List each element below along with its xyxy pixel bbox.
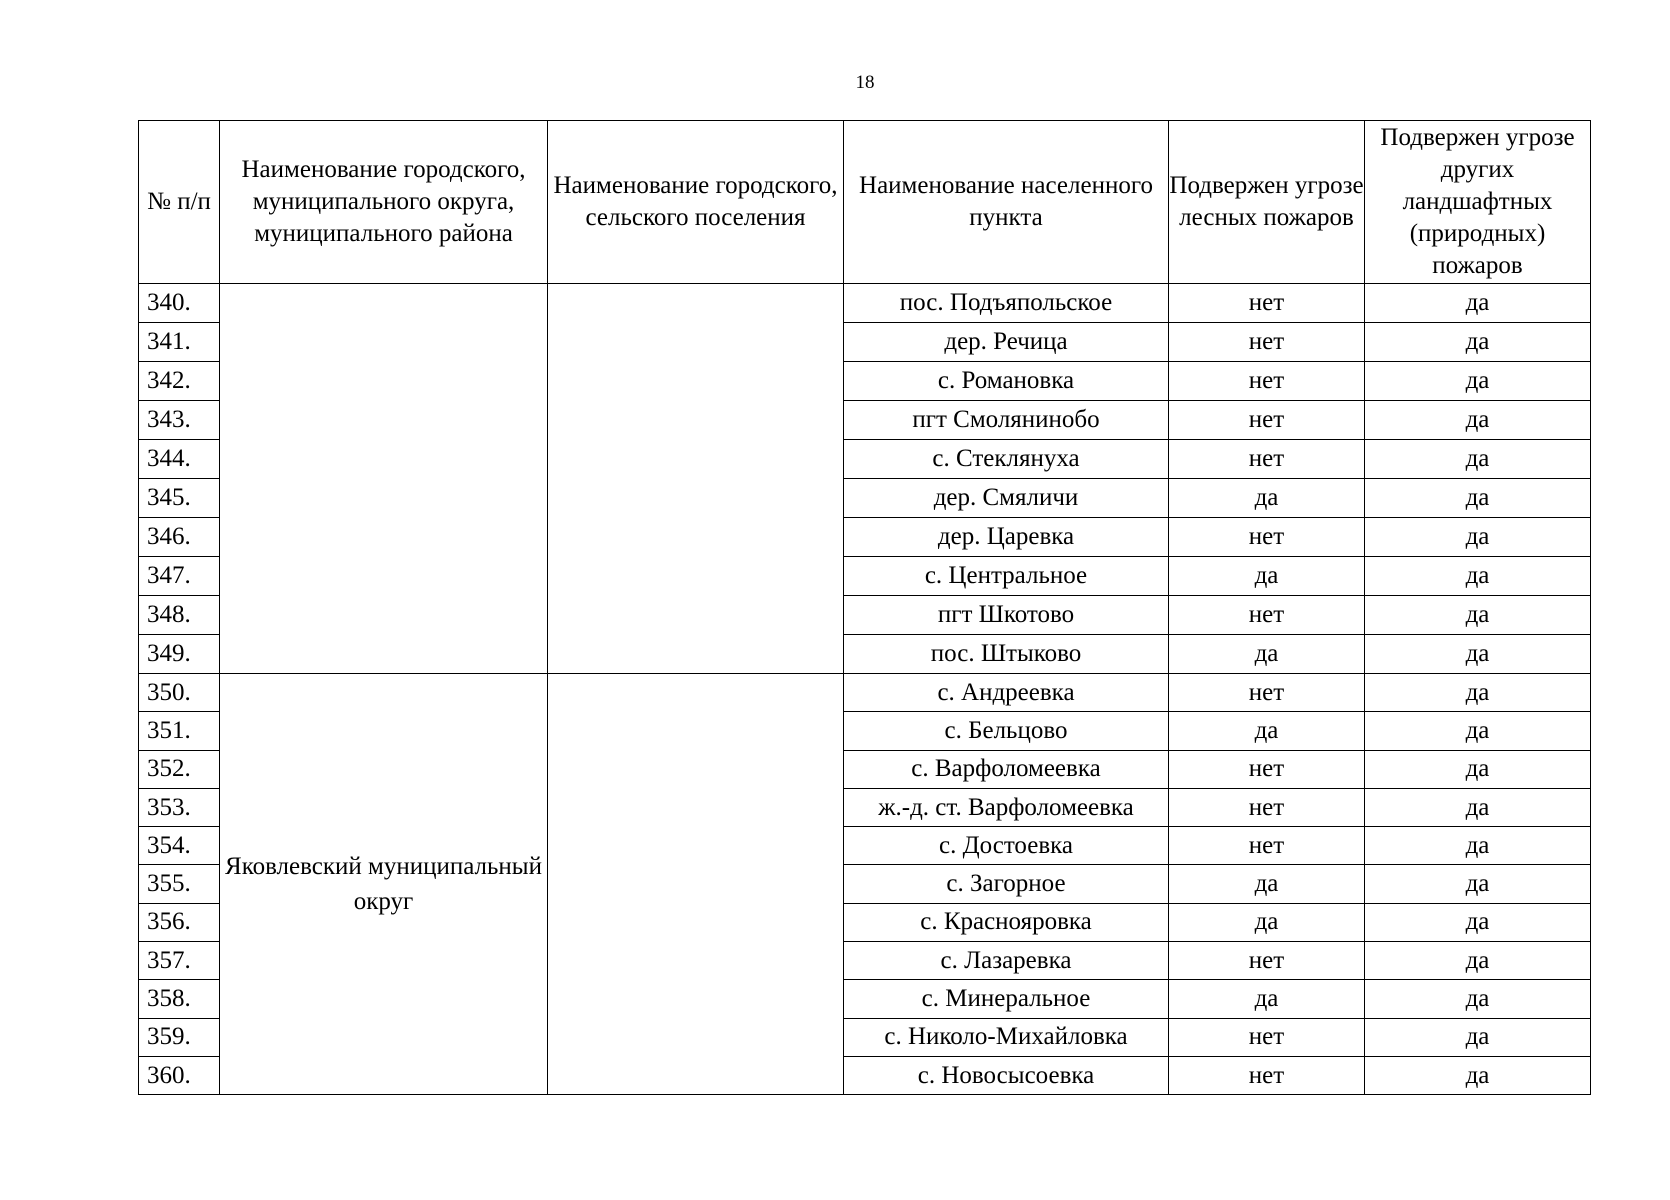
other-fire-risk: да	[1365, 440, 1591, 479]
district-cell: Яковлевский муниципальный округ	[220, 674, 548, 1095]
table-header-row	[139, 121, 1591, 284]
other-fire-risk: да	[1365, 635, 1591, 674]
locality-name: с. Бельцово	[844, 712, 1169, 750]
forest-fire-risk: да	[1169, 903, 1365, 941]
row-number: 346.	[139, 518, 220, 557]
other-fire-risk: да	[1365, 479, 1591, 518]
forest-fire-risk: да	[1169, 557, 1365, 596]
header-forest-fire: Подвержен угрозе лесных пожаров	[1169, 121, 1365, 284]
locality-name: с. Минеральное	[844, 980, 1169, 1018]
forest-fire-risk: да	[1169, 635, 1365, 674]
forest-fire-risk: нет	[1169, 323, 1365, 362]
locality-name: пгт Шкотово	[844, 596, 1169, 635]
row-number: 340.	[139, 284, 220, 323]
locality-name: с. Достоевка	[844, 827, 1169, 865]
forest-fire-risk: нет	[1169, 440, 1365, 479]
other-fire-risk: да	[1365, 284, 1591, 323]
forest-fire-risk: нет	[1169, 362, 1365, 401]
header-other-fire: Подвержен угрозе других ландшафтных (природных) пожаров	[1365, 121, 1591, 284]
row-number: 345.	[139, 479, 220, 518]
other-fire-risk: да	[1365, 362, 1591, 401]
row-number: 350.	[139, 674, 220, 712]
row-number: 351.	[139, 712, 220, 750]
row-number: 347.	[139, 557, 220, 596]
forest-fire-risk: нет	[1169, 518, 1365, 557]
other-fire-risk: да	[1365, 596, 1591, 635]
locality-name: пгт Смолянинобо	[844, 401, 1169, 440]
forest-fire-risk: да	[1169, 712, 1365, 750]
settlement-cell	[548, 674, 844, 1095]
row-number: 344.	[139, 440, 220, 479]
other-fire-risk: да	[1365, 712, 1591, 750]
row-number: 354.	[139, 827, 220, 865]
district-cell	[220, 284, 548, 674]
row-number: 360.	[139, 1056, 220, 1094]
other-fire-risk: да	[1365, 788, 1591, 826]
table-row	[139, 674, 1591, 712]
other-fire-risk: да	[1365, 674, 1591, 712]
forest-fire-risk: нет	[1169, 942, 1365, 980]
forest-fire-risk: да	[1169, 865, 1365, 903]
locality-name: с. Загорное	[844, 865, 1169, 903]
row-number: 359.	[139, 1018, 220, 1056]
other-fire-risk: да	[1365, 750, 1591, 788]
forest-fire-risk: да	[1169, 479, 1365, 518]
row-number: 358.	[139, 980, 220, 1018]
table-row	[139, 284, 1591, 323]
locality-name: пос. Подъяпольское	[844, 284, 1169, 323]
locality-name: с. Центральное	[844, 557, 1169, 596]
locality-name: с. Лазаревка	[844, 942, 1169, 980]
row-number: 355.	[139, 865, 220, 903]
row-number: 356.	[139, 903, 220, 941]
row-number: 341.	[139, 323, 220, 362]
forest-fire-risk: нет	[1169, 827, 1365, 865]
locality-name: с. Краснояровка	[844, 903, 1169, 941]
forest-fire-risk: нет	[1169, 788, 1365, 826]
other-fire-risk: да	[1365, 1056, 1591, 1094]
forest-fire-risk: нет	[1169, 674, 1365, 712]
other-fire-risk: да	[1365, 865, 1591, 903]
row-number: 357.	[139, 942, 220, 980]
locality-name: дер. Царевка	[844, 518, 1169, 557]
page-number: 18	[855, 72, 875, 93]
other-fire-risk: да	[1365, 903, 1591, 941]
row-number: 349.	[139, 635, 220, 674]
forest-fire-risk: да	[1169, 980, 1365, 1018]
other-fire-risk: да	[1365, 518, 1591, 557]
other-fire-risk: да	[1365, 557, 1591, 596]
locality-name: ж.-д. ст. Варфоломеевка	[844, 788, 1169, 826]
header-num: № п/п	[139, 121, 220, 284]
row-number: 352.	[139, 750, 220, 788]
header-settlement: Наименование городского, сельского поселения	[548, 121, 844, 284]
forest-fire-risk: нет	[1169, 1018, 1365, 1056]
forest-fire-risk: нет	[1169, 1056, 1365, 1094]
header-locality: Наименование населенного пункта	[844, 121, 1169, 284]
other-fire-risk: да	[1365, 942, 1591, 980]
locality-name: с. Андреевка	[844, 674, 1169, 712]
settlement-cell	[548, 284, 844, 674]
header-district: Наименование городского, муниципального округа, муниципального района	[220, 121, 548, 284]
forest-fire-risk: нет	[1169, 401, 1365, 440]
forest-fire-risk: нет	[1169, 596, 1365, 635]
locality-name: с. Николо-Михайловка	[844, 1018, 1169, 1056]
other-fire-risk: да	[1365, 827, 1591, 865]
other-fire-risk: да	[1365, 980, 1591, 1018]
locality-name: с. Новосысоевка	[844, 1056, 1169, 1094]
other-fire-risk: да	[1365, 323, 1591, 362]
forest-fire-risk: нет	[1169, 750, 1365, 788]
other-fire-risk: да	[1365, 401, 1591, 440]
row-number: 343.	[139, 401, 220, 440]
row-number: 342.	[139, 362, 220, 401]
locality-name: пос. Штыково	[844, 635, 1169, 674]
locality-name: с. Варфоломеевка	[844, 750, 1169, 788]
other-fire-risk: да	[1365, 1018, 1591, 1056]
row-number: 353.	[139, 788, 220, 826]
locality-name: с. Стеклянуха	[844, 440, 1169, 479]
locality-name: дер. Речица	[844, 323, 1169, 362]
locality-name: дер. Смяличи	[844, 479, 1169, 518]
row-number: 348.	[139, 596, 220, 635]
forest-fire-risk: нет	[1169, 284, 1365, 323]
fire-risk-table	[138, 120, 1591, 1095]
locality-name: с. Романовка	[844, 362, 1169, 401]
